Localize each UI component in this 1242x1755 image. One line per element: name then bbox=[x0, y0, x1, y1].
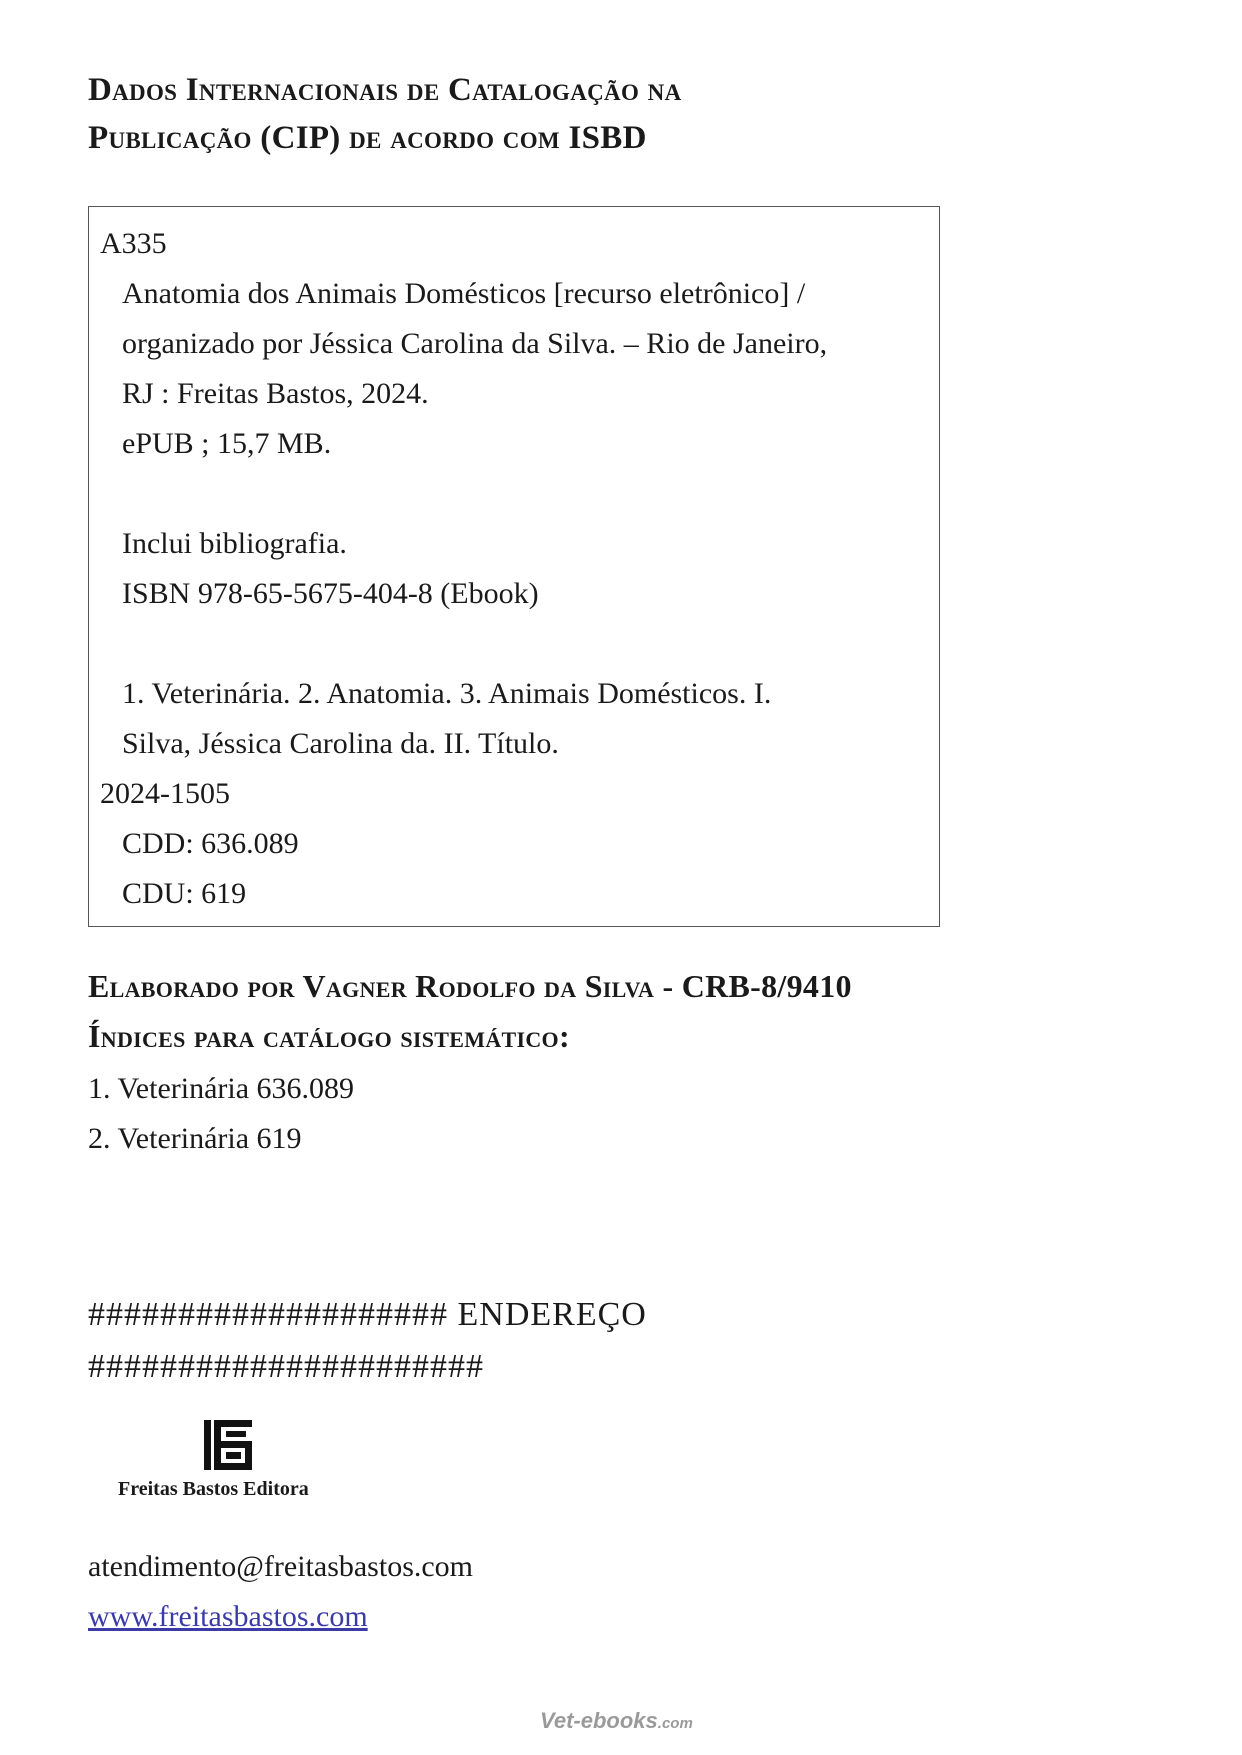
cip-subjects-line: Silva, Jéssica Carolina da. II. Título. bbox=[122, 727, 559, 760]
cip-format: ePUB ; 15,7 MB. bbox=[122, 427, 332, 460]
publisher-logo-text: Freitas Bastos Editora bbox=[118, 1478, 309, 1500]
address-line-1: #################### ENDEREÇO bbox=[88, 1296, 647, 1333]
cip-heading-line-1: Dados Internacionais de Catalogação na bbox=[88, 72, 682, 108]
cip-record-box bbox=[88, 206, 940, 927]
publisher-logo bbox=[112, 1418, 352, 1508]
prepared-by: Elaborado por Vagner Rodolfo da Silva - CRB-8/9410 bbox=[88, 968, 852, 1004]
index-title: Índices para catálogo sistemático: bbox=[88, 1018, 570, 1054]
watermark-suffix: .com bbox=[657, 1715, 693, 1732]
publisher-email[interactable]: atendimento@freitasbastos.com bbox=[88, 1550, 474, 1583]
cip-title-line: RJ : Freitas Bastos, 2024. bbox=[122, 377, 429, 410]
vet-ebooks-watermark bbox=[540, 1708, 693, 1734]
cip-isbn: ISBN 978-65-5675-404-8 (Ebook) bbox=[122, 577, 539, 610]
cip-subjects-line: 1. Veterinária. 2. Anatomia. 3. Animais Domésticos. I. bbox=[122, 677, 772, 710]
cip-cdu: CDU: 619 bbox=[122, 877, 247, 910]
publisher-website-link[interactable]: www.freitasbastos.com bbox=[88, 1600, 368, 1633]
index-item: 1. Veterinária 636.089 bbox=[88, 1072, 355, 1105]
watermark-main: Vet-ebooks bbox=[540, 1708, 658, 1733]
cip-bibliography: Inclui bibliografia. bbox=[122, 527, 347, 560]
address-line-2: ###################### bbox=[88, 1348, 484, 1385]
freitas-bastos-logo-icon bbox=[202, 1418, 256, 1472]
cip-title-line: organizado por Jéssica Carolina da Silva. – Rio de Janeiro, bbox=[122, 327, 828, 360]
cip-heading-line-2: Publicação (CIP) de acordo com ISBD bbox=[88, 120, 647, 156]
cip-record-number: 2024-1505 bbox=[100, 777, 230, 810]
index-item: 2. Veterinária 619 bbox=[88, 1122, 302, 1155]
cip-cdd: CDD: 636.089 bbox=[122, 827, 299, 860]
cip-title-line: Anatomia dos Animais Domésticos [recurso eletrônico] / bbox=[122, 277, 806, 310]
cip-code: A335 bbox=[100, 227, 167, 260]
